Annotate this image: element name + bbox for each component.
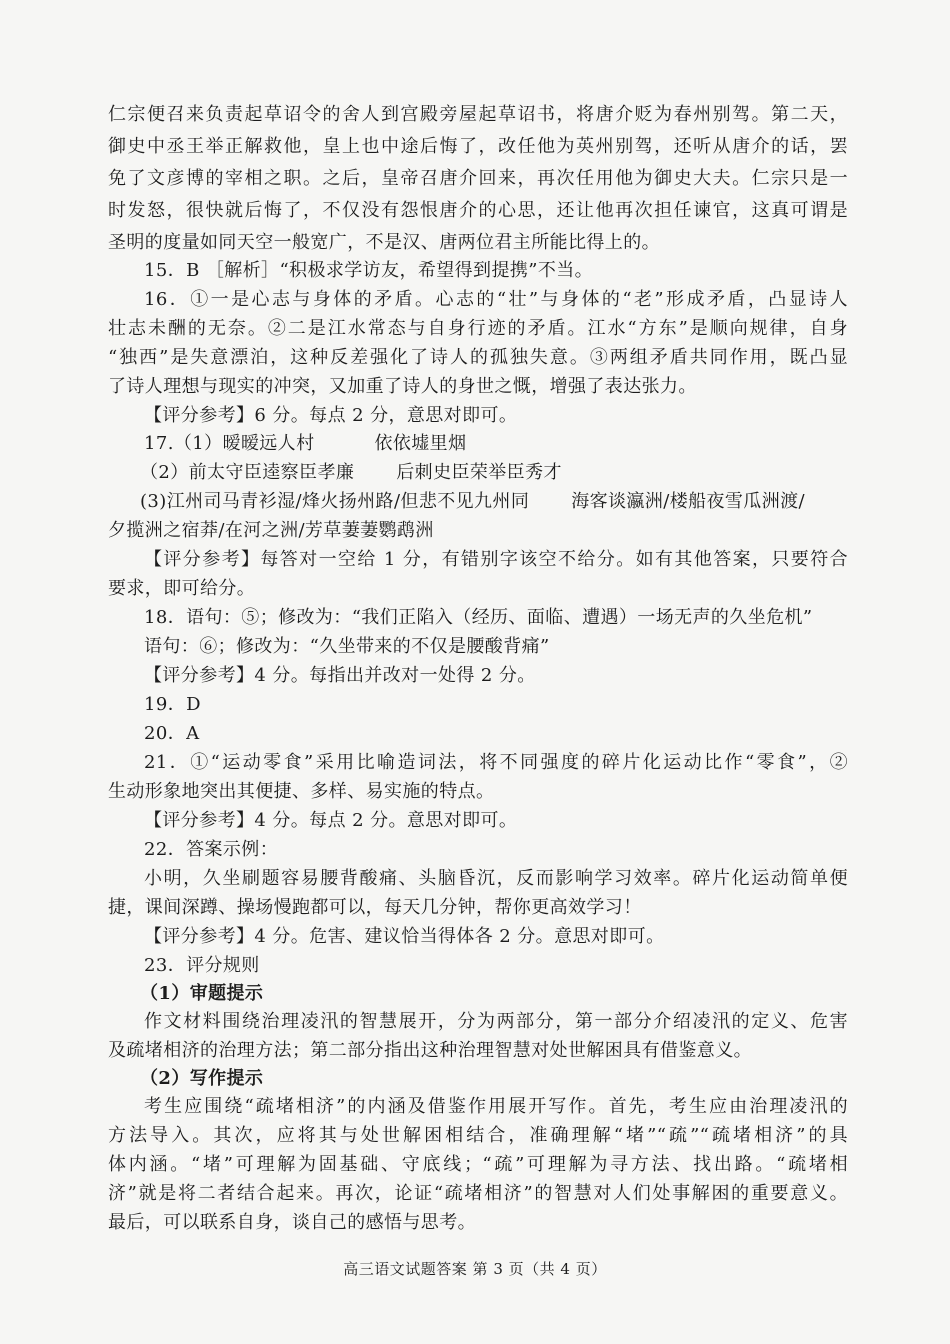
text-line: 最后，可以联系自身，谈自己的感悟与思考。 (108, 1212, 476, 1233)
scoring-note: 【评分参考】4 分。每指出并改对一处得 2 分。 (144, 665, 536, 686)
answer-17-2a: （2）前太守臣逵察臣孝廉 (140, 462, 355, 483)
answer-18: 18．语句：⑤；修改为：“我们正陷入（经历、面临、遭遇）一场无声的久坐危机” (144, 607, 813, 628)
text-line: 要求，即可给分。 (108, 578, 256, 599)
text-line: 捷，课间深蹲、操场慢跑都可以，每天几分钟，帮你更高效学习！ (108, 897, 642, 918)
answer-15: 15．B ［解析］“积极求学访友，希望得到提携”不当。 (144, 260, 594, 281)
answer-22: 22．答案示例： (144, 839, 279, 860)
answer-18-2: 语句：⑥；修改为：“久坐带来的不仅是腰酸背痛” (144, 636, 550, 657)
answer-17-2b: 后刺史臣荣举臣秀才 (396, 462, 562, 483)
text-line: 及疏堵相济的治理方法；第二部分指出这种治理智慧对处世解困具有借鉴意义。 (108, 1040, 752, 1061)
text-line: 考生应围绕“疏堵相济”的内涵及借鉴作用展开写作。首先，考生应由治理凌汛的 (144, 1096, 848, 1117)
text-line: 作文材料围绕治理凌汛的智慧展开，分为两部分，第一部分介绍凌汛的定义、危害 (144, 1011, 848, 1032)
text-line: 时发怒，很快就后悔了，不仅没有怨恨唐介的心思，还让他再次担任谏官，这真可谓是 (108, 200, 848, 221)
text-line: 仁宗便召来负责起草诏令的舍人到宫殿旁屋起草诏书，将唐介贬为春州别驾。第二天， (108, 104, 848, 125)
answer-17-1 (144, 430, 848, 458)
scoring-note: 【评分参考】6 分。每点 2 分，意思对即可。 (144, 405, 518, 426)
text-line: 夕揽洲之宿莽/在河之洲/芳草萋萋鹦鹉洲 (108, 520, 434, 541)
text-line: 生动形象地突出其便捷、多样、易实施的特点。 (108, 781, 495, 802)
section-heading: （1）审题提示 (140, 983, 264, 1004)
answer-17-3b: 海客谈瀛洲/楼船夜雪瓜洲渡/ (571, 491, 805, 512)
scoring-note: 【评分参考】每答对一空给 1 分，有错别字该空不给分。如有其他答案，只要符合 (144, 549, 848, 570)
answer-16: 16．①一是心志与身体的矛盾。心志的“壮”与身体的“老”形成矛盾，凸显诗人 (144, 289, 848, 310)
section-heading: （2）写作提示 (140, 1068, 264, 1089)
text-line: 体内涵。“堵”可理解为固基础、守底线；“疏”可理解为寻方法、找出路。“疏堵相 (108, 1154, 848, 1175)
answer-23: 23．评分规则 (144, 955, 260, 976)
scoring-note: 【评分参考】4 分。危害、建议恰当得体各 2 分。意思对即可。 (144, 926, 665, 947)
page-footer: 高三语文试题答案 第 3 页（共 4 页） (343, 1260, 607, 1278)
answer-17-3a: (3)江州司马青衫湿/烽火扬州路/但悲不见九州同 (140, 491, 530, 512)
answer-17-2 (140, 459, 848, 487)
text-line: 圣明的度量如同天空一般宽广，不是汉、唐两位君主所能比得上的。 (108, 232, 660, 253)
text-line: 小明，久坐刷题容易腰背酸痛、头脑昏沉，反而影响学习效率。碎片化运动简单便 (144, 868, 848, 889)
scoring-note: 【评分参考】4 分。每点 2 分。意思对即可。 (144, 810, 518, 831)
answer-19: 19．D (144, 694, 201, 715)
answer-17-1b: 依依墟里烟 (374, 433, 467, 454)
answer-21: 21．①“运动零食”采用比喻造词法，将不同强度的碎片化运动比作“零食”，② (144, 752, 848, 773)
text-line: 方法导入。其次，应将其与处世解困相结合，准确理解“堵”“疏”“疏堵相济”的具 (108, 1125, 848, 1146)
text-line: 了诗人理想与现实的冲突，又加重了诗人的身世之慨，增强了表达张力。 (108, 376, 697, 397)
text-line: 御史中丞王举正解救他，皇上也中途后悔了，改任他为英州别驾，还听从唐介的话，罢 (108, 136, 848, 157)
text-line: 济”就是将二者结合起来。再次，论证“疏堵相济”的智慧对人们处事解困的重要意义。 (108, 1183, 848, 1204)
text-line: “独西”是失意漂泊，这种反差强化了诗人的孤独失意。③两组矛盾共同作用，既凸显 (108, 347, 848, 368)
answer-17-3 (140, 488, 848, 516)
answer-17-1a: 17.（1）暧暧远人村 (144, 433, 315, 454)
answer-20: 20．A (144, 723, 200, 744)
text-line: 免了文彦博的宰相之职。之后，皇帝召唐介回来，再次任用他为御史大夫。仁宗只是一 (108, 168, 848, 189)
text-line: 壮志未酬的无奈。②二是江水常态与自身行迹的矛盾。江水“方东”是顺向规律，自身 (108, 318, 848, 339)
